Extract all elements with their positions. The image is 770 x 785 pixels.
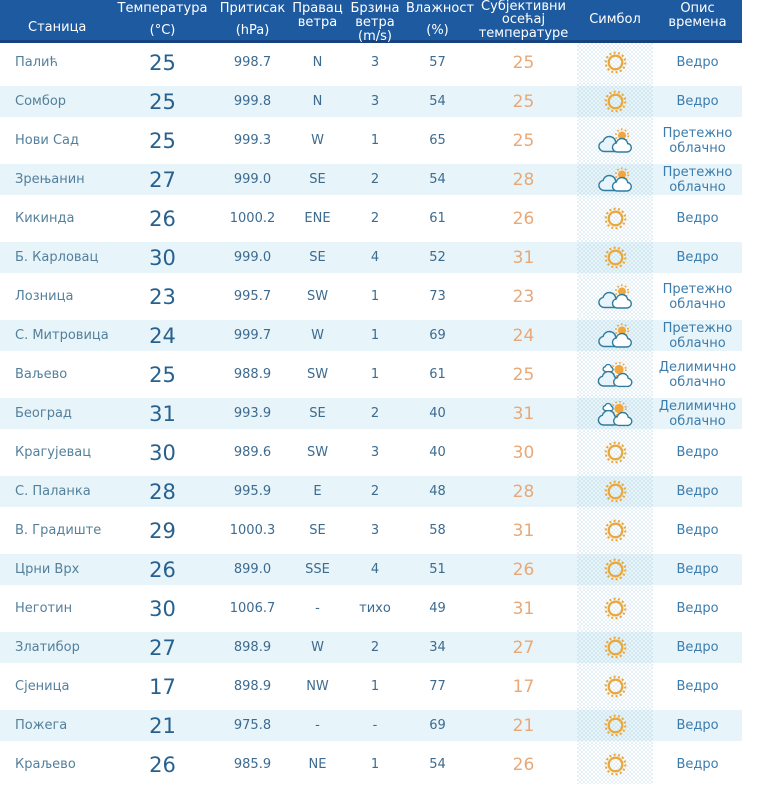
- temperature-cell: 26: [149, 557, 176, 582]
- pressure-cell: 898.9: [233, 640, 272, 655]
- description-cell: Ведро: [676, 562, 719, 577]
- column-header-wind-speed: [345, 0, 405, 44]
- temperature-cell: 24: [149, 323, 176, 348]
- wind-direction-cell: N: [312, 94, 323, 109]
- pressure-cell: 985.9: [233, 757, 272, 772]
- wind-direction-cell: SW: [306, 445, 329, 460]
- sun-behind-clouds-icon: [596, 284, 634, 310]
- pressure-cell: 993.9: [233, 406, 272, 421]
- wind-speed-cell: 4: [370, 250, 380, 265]
- sun-with-clouds-icon: [596, 362, 634, 388]
- symbol-cell: [577, 316, 653, 355]
- humidity-cell: 65: [429, 133, 446, 148]
- wind-direction-cell: SE: [309, 250, 326, 265]
- humidity-cell: 61: [429, 367, 446, 382]
- column-title: Притисак: [219, 1, 286, 16]
- pressure-cell: 999.0: [233, 172, 272, 187]
- table-row: [0, 355, 742, 394]
- sun-icon: [602, 205, 629, 232]
- description-cell: Ведро: [676, 523, 719, 538]
- station-cell: Нови Сад: [15, 133, 80, 148]
- sun-icon: [602, 595, 629, 622]
- symbol-cell: [577, 199, 653, 238]
- wind-direction-cell: -: [315, 718, 320, 733]
- pressure-cell: 999.8: [233, 94, 272, 109]
- station-cell: Кикинда: [15, 211, 75, 226]
- symbol-cell: [577, 394, 653, 433]
- station-cell: Пожега: [15, 718, 68, 733]
- pressure-cell: 999.7: [233, 328, 272, 343]
- column-title: Симбол: [589, 12, 641, 27]
- column-title: Станица: [28, 20, 87, 35]
- pressure-cell: 975.8: [233, 718, 272, 733]
- wind-direction-cell: SE: [309, 523, 326, 538]
- wind-speed-cell: 2: [370, 640, 380, 655]
- table-row: [0, 589, 742, 628]
- pressure-cell: 1006.7: [229, 601, 276, 616]
- humidity-cell: 54: [429, 172, 446, 187]
- sun-behind-clouds-icon: [596, 128, 634, 154]
- pressure-cell: 899.0: [233, 562, 272, 577]
- feels-like-cell: 23: [512, 286, 535, 307]
- pressure-cell: 898.9: [233, 679, 272, 694]
- temperature-cell: 27: [149, 167, 176, 192]
- wind-direction-cell: SE: [309, 406, 326, 421]
- wind-speed-cell: 2: [370, 406, 380, 421]
- station-cell: В. Градиште: [15, 523, 102, 538]
- symbol-cell: [577, 628, 653, 667]
- sun-icon: [602, 751, 629, 778]
- wind-direction-cell: NW: [306, 679, 329, 694]
- temperature-cell: 25: [149, 50, 176, 75]
- station-cell: Лозница: [15, 289, 74, 304]
- table-row: [0, 706, 742, 745]
- symbol-cell: [577, 433, 653, 472]
- wind-speed-cell: 3: [370, 445, 380, 460]
- feels-like-cell: 17: [512, 676, 535, 697]
- humidity-cell: 57: [429, 55, 446, 70]
- description-cell: Претежно облачно: [662, 281, 733, 312]
- feels-like-cell: 24: [512, 325, 535, 346]
- station-cell: Ваљево: [15, 367, 68, 382]
- pressure-cell: 1000.2: [229, 211, 276, 226]
- sun-icon: [602, 49, 629, 76]
- wind-speed-cell: 1: [370, 328, 380, 343]
- column-unit: (hPa): [235, 23, 270, 38]
- description-cell: Делимично облачно: [658, 398, 737, 429]
- wind-speed-cell: 1: [370, 367, 380, 382]
- table-row: [0, 667, 742, 706]
- table-row: [0, 238, 742, 277]
- humidity-cell: 77: [429, 679, 446, 694]
- column-title: Температура: [117, 1, 208, 16]
- temperature-cell: 26: [149, 206, 176, 231]
- feels-like-cell: 31: [512, 598, 535, 619]
- symbol-cell: [577, 472, 653, 511]
- symbol-cell: [577, 745, 653, 784]
- wind-speed-cell: -: [372, 718, 378, 733]
- feels-like-cell: 31: [512, 247, 535, 268]
- feels-like-cell: 25: [512, 364, 535, 385]
- description-cell: Претежно облачно: [662, 125, 733, 156]
- temperature-cell: 31: [149, 401, 176, 426]
- sun-icon: [602, 439, 629, 466]
- feels-like-cell: 27: [512, 637, 535, 658]
- feels-like-cell: 31: [512, 520, 535, 541]
- table-row: [0, 277, 742, 316]
- wind-direction-cell: SW: [306, 289, 329, 304]
- column-title: Субјективни осећај температуре: [478, 0, 569, 41]
- station-cell: Неготин: [15, 601, 73, 616]
- column-header-description: [653, 0, 742, 40]
- description-cell: Ведро: [676, 250, 719, 265]
- wind-direction-cell: E: [313, 484, 322, 499]
- humidity-cell: 58: [429, 523, 446, 538]
- wind-direction-cell: -: [315, 601, 320, 616]
- pressure-cell: 989.6: [233, 445, 272, 460]
- station-cell: Зрењанин: [15, 172, 85, 187]
- pressure-cell: 995.9: [233, 484, 272, 499]
- table-row: [0, 550, 742, 589]
- sun-icon: [602, 556, 629, 583]
- wind-direction-cell: SSE: [305, 562, 330, 577]
- description-cell: Ведро: [676, 601, 719, 616]
- symbol-cell: [577, 43, 653, 82]
- humidity-cell: 73: [429, 289, 446, 304]
- table-row: [0, 511, 742, 550]
- table-row: [0, 394, 742, 433]
- humidity-cell: 40: [429, 445, 446, 460]
- temperature-cell: 21: [149, 713, 176, 738]
- feels-like-cell: 30: [512, 442, 535, 463]
- feels-like-cell: 28: [512, 481, 535, 502]
- temperature-cell: 28: [149, 479, 176, 504]
- symbol-cell: [577, 511, 653, 550]
- feels-like-cell: 28: [512, 169, 535, 190]
- symbol-cell: [577, 82, 653, 121]
- symbol-cell: [577, 589, 653, 628]
- temperature-cell: 30: [149, 596, 176, 621]
- station-cell: Крагујевац: [15, 445, 92, 460]
- symbol-cell: [577, 706, 653, 745]
- wind-speed-cell: 1: [370, 133, 380, 148]
- feels-like-cell: 21: [512, 715, 535, 736]
- station-cell: Црни Врх: [15, 562, 80, 577]
- pressure-cell: 999.3: [233, 133, 272, 148]
- symbol-cell: [577, 160, 653, 199]
- column-header-humidity: [405, 0, 475, 40]
- humidity-cell: 69: [429, 718, 446, 733]
- column-unit: (m/s): [358, 29, 392, 44]
- station-cell: Краљево: [15, 757, 76, 772]
- column-header-temperature: [110, 0, 215, 40]
- wind-speed-cell: 1: [370, 757, 380, 772]
- sun-icon: [602, 244, 629, 271]
- column-header-symbol: [577, 0, 653, 40]
- wind-direction-cell: N: [312, 55, 323, 70]
- temperature-cell: 25: [149, 89, 176, 114]
- station-cell: Палић: [15, 55, 58, 70]
- symbol-cell: [577, 667, 653, 706]
- station-cell: Златибор: [15, 640, 80, 655]
- table-body: [0, 43, 742, 784]
- description-cell: Ведро: [676, 211, 719, 226]
- humidity-cell: 34: [429, 640, 446, 655]
- feels-like-cell: 25: [512, 52, 535, 73]
- table-row: [0, 472, 742, 511]
- station-cell: С. Паланка: [15, 484, 91, 499]
- temperature-cell: 27: [149, 635, 176, 660]
- wind-direction-cell: W: [311, 328, 324, 343]
- pressure-cell: 988.9: [233, 367, 272, 382]
- wind-direction-cell: SW: [306, 367, 329, 382]
- wind-direction-cell: NE: [308, 757, 327, 772]
- sun-icon: [602, 478, 629, 505]
- wind-speed-cell: 3: [370, 94, 380, 109]
- column-header-station: [0, 0, 110, 40]
- table-row: [0, 199, 742, 238]
- station-cell: С. Митровица: [15, 328, 109, 343]
- column-header-feels-like: [470, 0, 577, 40]
- humidity-cell: 51: [429, 562, 446, 577]
- humidity-cell: 40: [429, 406, 446, 421]
- wind-speed-cell: 2: [370, 172, 380, 187]
- feels-like-cell: 31: [512, 403, 535, 424]
- wind-speed-cell: тихо: [359, 601, 391, 616]
- temperature-cell: 30: [149, 440, 176, 465]
- symbol-cell: [577, 277, 653, 316]
- station-cell: Сомбор: [15, 94, 67, 109]
- table-row: [0, 745, 742, 784]
- wind-speed-cell: 2: [370, 484, 380, 499]
- pressure-cell: 999.0: [233, 250, 272, 265]
- sun-behind-clouds-icon: [596, 323, 634, 349]
- wind-speed-cell: 1: [370, 679, 380, 694]
- table-row: [0, 82, 742, 121]
- feels-like-cell: 26: [512, 559, 535, 580]
- feels-like-cell: 26: [512, 208, 535, 229]
- sun-icon: [602, 88, 629, 115]
- temperature-cell: 17: [149, 674, 176, 699]
- description-cell: Делимично облачно: [658, 359, 737, 390]
- pressure-cell: 1000.3: [229, 523, 276, 538]
- column-title: Влажност: [406, 1, 475, 16]
- symbol-cell: [577, 355, 653, 394]
- column-header-wind-direction: [290, 0, 345, 40]
- description-cell: Ведро: [676, 94, 719, 109]
- humidity-cell: 69: [429, 328, 446, 343]
- description-cell: Ведро: [676, 445, 719, 460]
- symbol-cell: [577, 238, 653, 277]
- humidity-cell: 48: [429, 484, 446, 499]
- temperature-cell: 25: [149, 128, 176, 153]
- feels-like-cell: 26: [512, 754, 535, 775]
- sun-behind-clouds-icon: [596, 167, 634, 193]
- column-title: Правац ветра: [292, 1, 343, 30]
- humidity-cell: 49: [429, 601, 446, 616]
- symbol-cell: [577, 121, 653, 160]
- station-cell: Београд: [15, 406, 72, 421]
- sun-icon: [602, 673, 629, 700]
- description-cell: Претежно облачно: [662, 320, 733, 351]
- description-cell: Ведро: [676, 757, 719, 772]
- humidity-cell: 61: [429, 211, 446, 226]
- sun-icon: [602, 712, 629, 739]
- temperature-cell: 30: [149, 245, 176, 270]
- humidity-cell: 54: [429, 94, 446, 109]
- column-unit: (°C): [149, 23, 176, 38]
- column-title: Брзина ветра: [350, 1, 400, 30]
- wind-direction-cell: W: [311, 133, 324, 148]
- pressure-cell: 998.7: [233, 55, 272, 70]
- pressure-cell: 995.7: [233, 289, 272, 304]
- table-header: [0, 0, 742, 43]
- humidity-cell: 52: [429, 250, 446, 265]
- description-cell: Ведро: [676, 640, 719, 655]
- column-title: Опис времена: [668, 1, 727, 30]
- table-row: [0, 628, 742, 667]
- column-header-pressure: [215, 0, 290, 40]
- description-cell: Претежно облачно: [662, 164, 733, 195]
- description-cell: Ведро: [676, 679, 719, 694]
- wind-speed-cell: 1: [370, 289, 380, 304]
- feels-like-cell: 25: [512, 130, 535, 151]
- table-row: [0, 43, 742, 82]
- wind-direction-cell: ENE: [304, 211, 331, 226]
- symbol-cell: [577, 550, 653, 589]
- column-unit: (%): [426, 23, 449, 38]
- wind-direction-cell: SE: [309, 172, 326, 187]
- wind-speed-cell: 3: [370, 55, 380, 70]
- wind-speed-cell: 4: [370, 562, 380, 577]
- table-row: [0, 316, 742, 355]
- wind-speed-cell: 2: [370, 211, 380, 226]
- station-cell: Сјеница: [15, 679, 70, 694]
- humidity-cell: 54: [429, 757, 446, 772]
- station-cell: Б. Карловац: [15, 250, 99, 265]
- temperature-cell: 23: [149, 284, 176, 309]
- sun-icon: [602, 517, 629, 544]
- temperature-cell: 29: [149, 518, 176, 543]
- description-cell: Ведро: [676, 484, 719, 499]
- temperature-cell: 26: [149, 752, 176, 777]
- temperature-cell: 25: [149, 362, 176, 387]
- sun-with-clouds-icon: [596, 401, 634, 427]
- wind-direction-cell: W: [311, 640, 324, 655]
- description-cell: Ведро: [676, 55, 719, 70]
- wind-speed-cell: 3: [370, 523, 380, 538]
- table-row: [0, 160, 742, 199]
- feels-like-cell: 25: [512, 91, 535, 112]
- sun-icon: [602, 634, 629, 661]
- table-row: [0, 121, 742, 160]
- description-cell: Ведро: [676, 718, 719, 733]
- table-row: [0, 433, 742, 472]
